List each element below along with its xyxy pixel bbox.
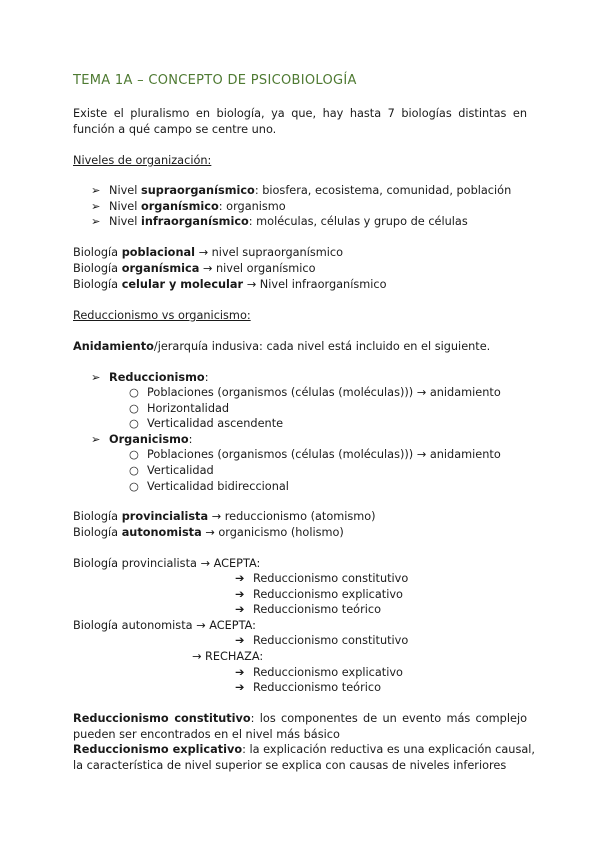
sub-list-item: ○ Poblaciones (organismos (células (moléculas))) → anidamiento xyxy=(129,386,501,399)
arrowhead-bullet-icon: ➢ xyxy=(91,215,101,228)
arrow-bullet-icon: ➔ xyxy=(235,681,245,694)
arrowhead-bullet-icon: ➢ xyxy=(91,184,101,197)
organicismo-item: ➢ Organicismo: xyxy=(91,433,193,446)
rechaza-item: ➔ Reduccionismo explicativo xyxy=(235,666,403,679)
list-item: ➢ Nivel infraorganísmico: moléculas, células y grupo de células xyxy=(91,215,468,228)
intro-line-2: función a qué campo se centre uno. xyxy=(73,123,277,136)
prov-acepta-line: Biología provincialista → ACEPTA: xyxy=(73,557,261,570)
list-item: ➢ Nivel organísmico: organismo xyxy=(91,200,286,213)
reduccionismo-heading: Reduccionismo vs organicismo: xyxy=(73,309,251,322)
arrow-bullet-icon: ➔ xyxy=(235,588,245,601)
acepta-item: ➔ Reduccionismo teórico xyxy=(235,603,381,616)
provincialista-line: Biología provincialista → reduccionismo (atomismo) xyxy=(73,510,376,523)
acepta-item: ➔ Reduccionismo constitutivo xyxy=(235,572,409,585)
sub-list-item: ○ Poblaciones (organismos (células (moléculas))) → anidamiento xyxy=(129,448,501,461)
niveles-heading: Niveles de organización: xyxy=(73,154,212,167)
reduccionismo-item: ➢ Reduccionismo: xyxy=(91,371,209,384)
acepta-item: ➔ Reduccionismo constitutivo xyxy=(235,634,409,647)
circle-bullet-icon: ○ xyxy=(129,448,139,461)
biologia-line: Biología organísmica → nivel organísmico xyxy=(73,262,316,275)
def-explicativo-line-2: la característica de nivel superior se explica con causas de niveles inferiores xyxy=(73,759,507,772)
sub-list-item: ○ Horizontalidad xyxy=(129,402,230,415)
arrow-bullet-icon: ➔ xyxy=(235,572,245,585)
arrow-bullet-icon: ➔ xyxy=(235,634,245,647)
arrowhead-bullet-icon: ➢ xyxy=(91,200,101,213)
arrowhead-bullet-icon: ➢ xyxy=(91,433,101,446)
biologia-line: Biología celular y molecular → Nivel infraorganísmico xyxy=(73,278,387,291)
circle-bullet-icon: ○ xyxy=(129,480,139,493)
biologia-line: Biología poblacional → nivel supraorganísmico xyxy=(73,246,343,259)
def-constitutivo-line-1: Reduccionismo constitutivo: los componentes de un evento más complejo xyxy=(73,712,527,725)
intro-line-1: Existe el pluralismo en biología, ya que, hay hasta 7 biologías distintas en xyxy=(73,107,527,120)
circle-bullet-icon: ○ xyxy=(129,402,139,415)
circle-bullet-icon: ○ xyxy=(129,386,139,399)
arrow-bullet-icon: ➔ xyxy=(235,666,245,679)
autonomista-line: Biología autonomista → organicismo (holismo) xyxy=(73,526,344,539)
circle-bullet-icon: ○ xyxy=(129,464,139,477)
sub-list-item: ○ Verticalidad xyxy=(129,464,214,477)
acepta-item: ➔ Reduccionismo explicativo xyxy=(235,588,403,601)
arrowhead-bullet-icon: ➢ xyxy=(91,371,101,384)
sub-list-item: ○ Verticalidad ascendente xyxy=(129,417,284,430)
anidamiento-line: Anidamiento/jerarquía indusiva: cada nivel está incluido en el siguiente. xyxy=(73,340,491,353)
def-explicativo-line-1: Reduccionismo explicativo: la explicación reductiva es una explicación causal, xyxy=(73,743,535,756)
page-title: TEMA 1A – CONCEPTO DE PSICOBIOLOGÍA xyxy=(73,73,357,88)
arrow-bullet-icon: ➔ xyxy=(235,603,245,616)
rechaza-item: ➔ Reduccionismo teórico xyxy=(235,681,381,694)
auto-acepta-line: Biología autonomista → ACEPTA: xyxy=(73,619,256,632)
def-constitutivo-line-2: pueden ser encontrados en el nivel más básico xyxy=(73,728,340,741)
auto-rechaza-line: → RECHAZA: xyxy=(192,650,264,663)
list-item: ➢ Nivel supraorganísmico: biosfera, ecosistema, comunidad, población xyxy=(91,184,512,197)
sub-list-item: ○ Verticalidad bidireccional xyxy=(129,480,289,493)
circle-bullet-icon: ○ xyxy=(129,417,139,430)
